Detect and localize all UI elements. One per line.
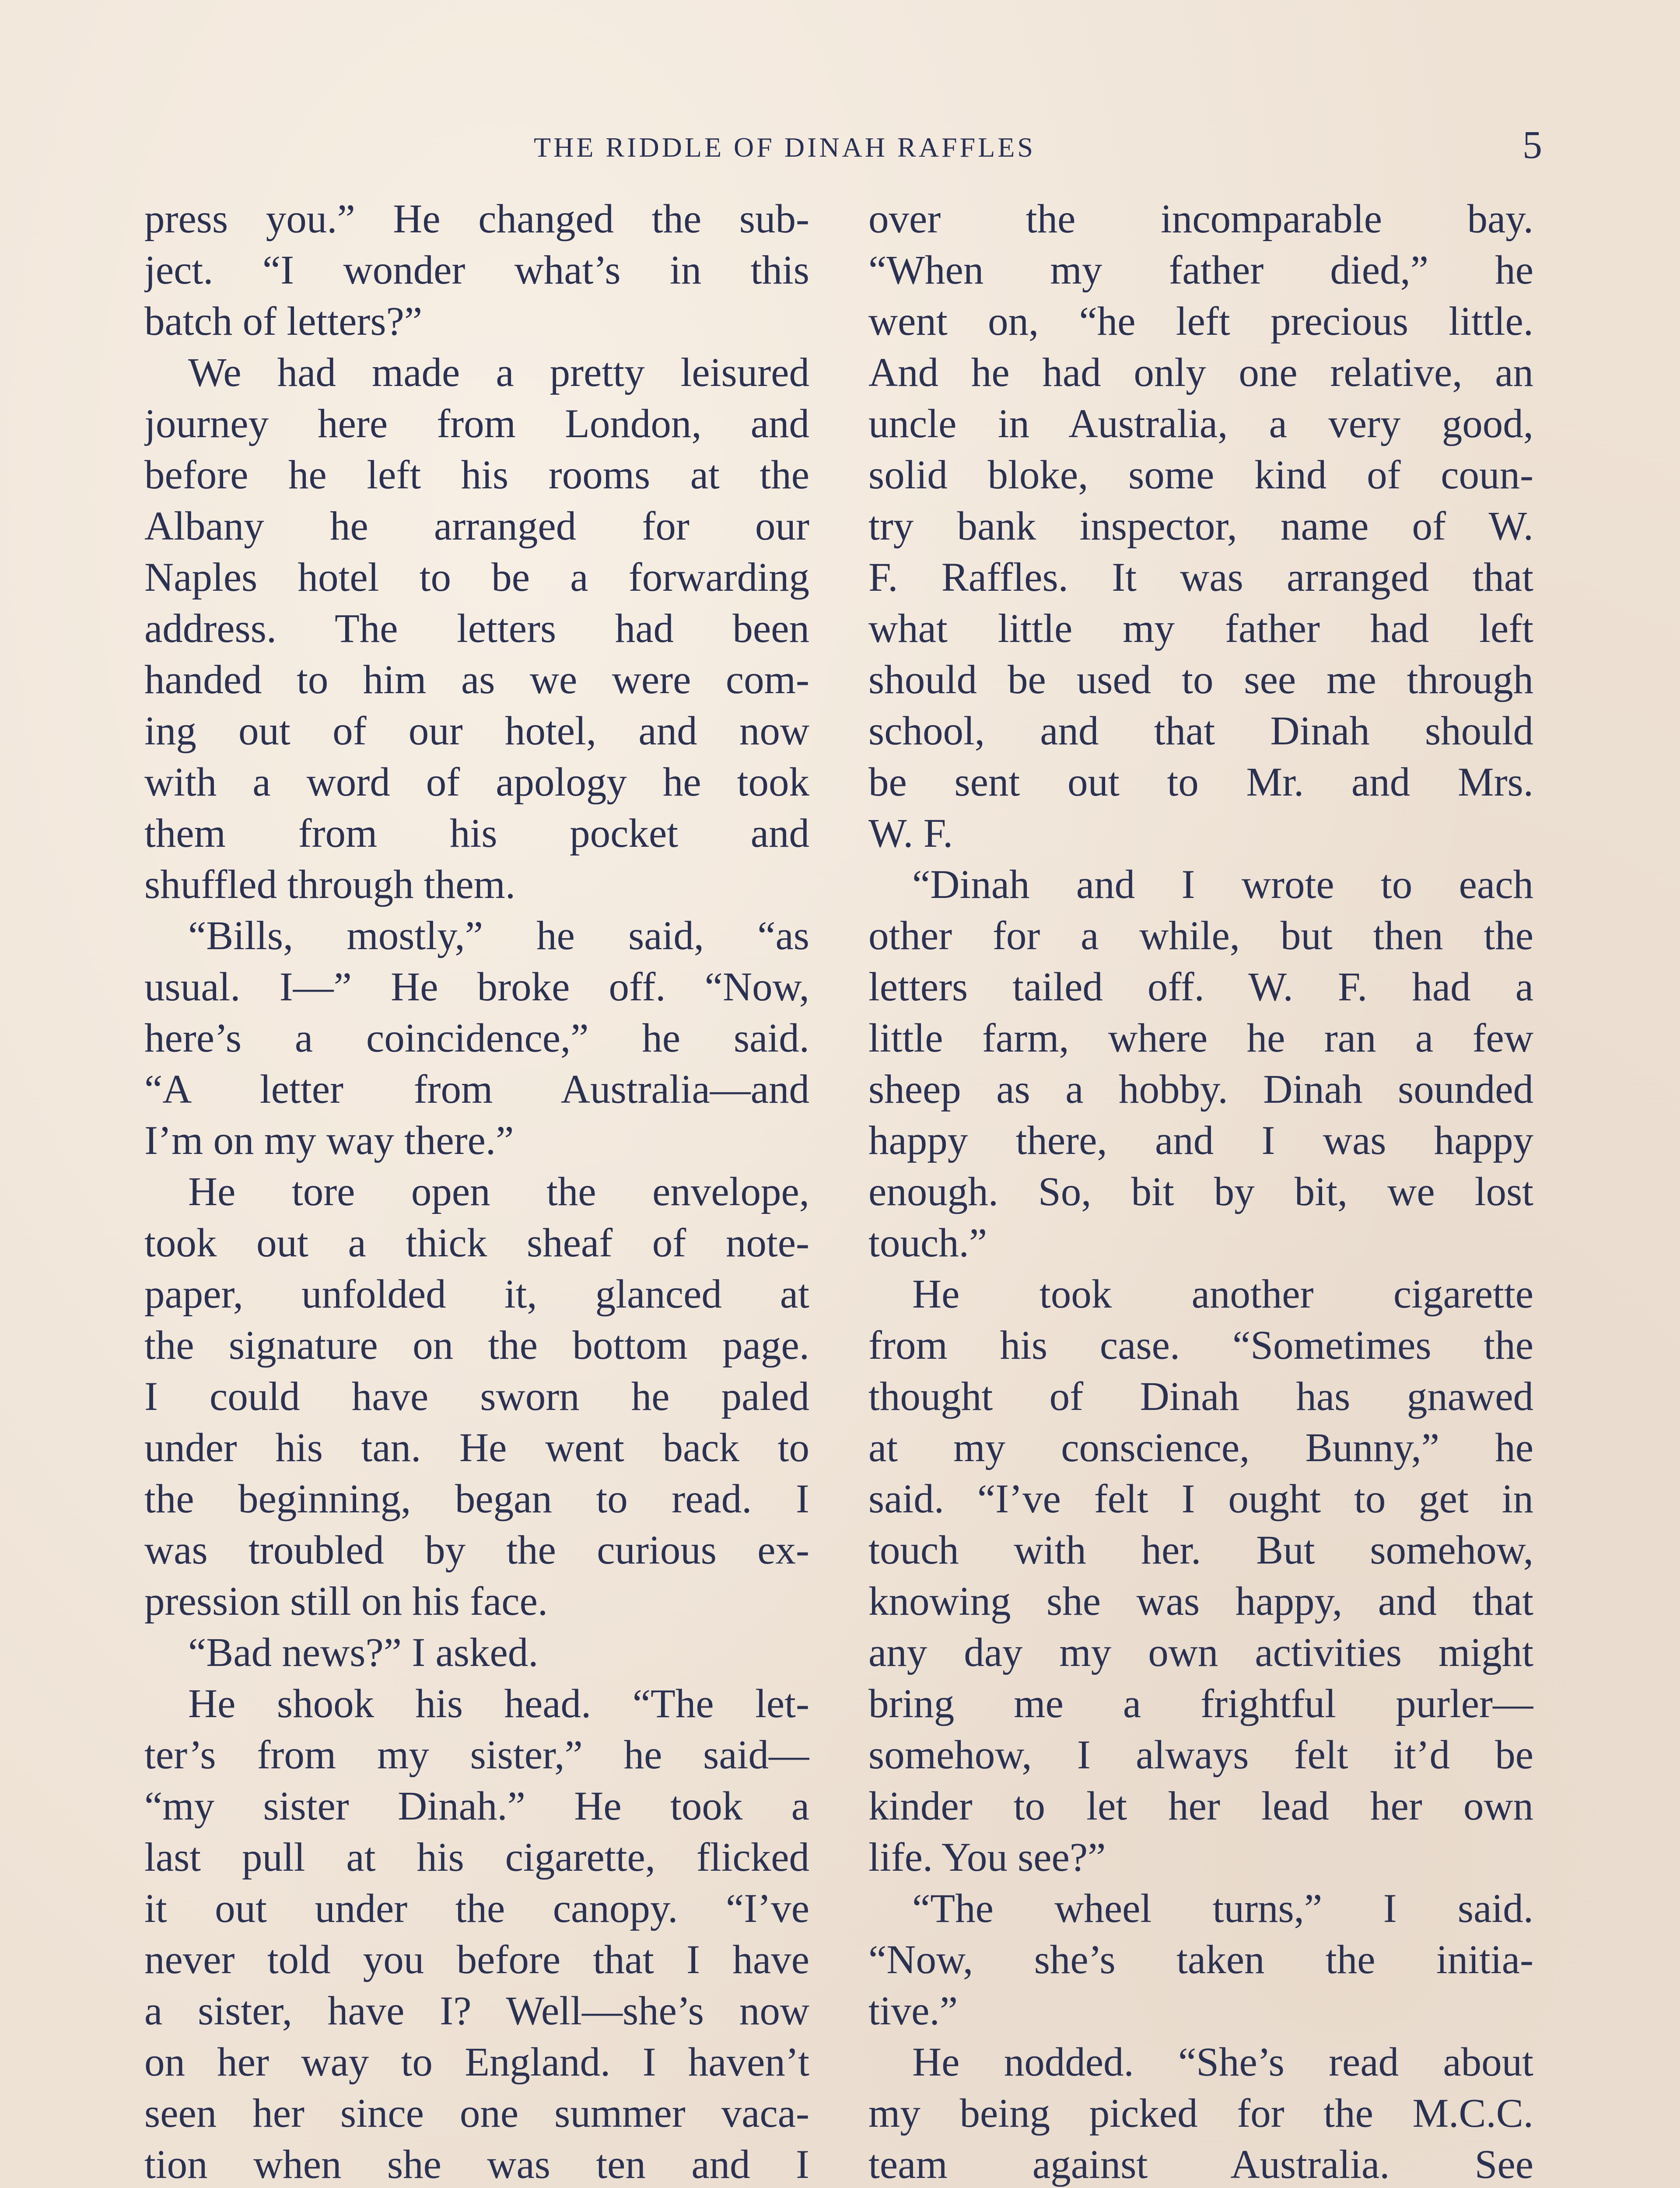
text-line: with a word of apology he took [144,760,809,805]
text-line: address. The letters had been [144,606,809,651]
text-line: them from his pocket and [144,811,809,856]
text-line: “A letter from Australia—and [144,1067,809,1112]
text-line: never told you before that I have [144,1937,809,1982]
text-line: should be used to see me through [868,657,1533,702]
text-line: I’m on my way there.” [144,1118,514,1163]
text-line: “my sister Dinah.” He took a [144,1784,809,1829]
text-line: kinder to let her lead her own [868,1784,1533,1829]
text-line: “Now, she’s taken the initia- [868,1937,1533,1982]
text-line: batch of letters?” [144,299,423,344]
text-line: was troubled by the curious ex- [144,1528,809,1573]
text-line: team against Australia. See [868,2142,1533,2187]
text-line: a sister, have I? Well—she’s now [144,1988,809,2034]
left-text-column [144,193,809,2188]
text-line: from his case. “Sometimes the [868,1323,1533,1368]
right-text-column [868,193,1533,2188]
text-line: went on, “he left precious little. [868,299,1533,344]
text-line: “Bills, mostly,” he said, “as [188,913,809,958]
text-line: usual. I—” He broke off. “Now, [144,964,809,1010]
text-line: touch.” [868,1220,987,1266]
text-line: on her way to England. I haven’t [144,2040,809,2085]
text-line: the beginning, began to read. I [144,1476,809,1522]
text-line: thought of Dinah has gnawed [868,1374,1533,1419]
text-line: And he had only one relative, an [868,350,1533,395]
text-line: my being picked for the M.C.C. [868,2091,1533,2136]
text-line: enough. So, bit by bit, we lost [868,1169,1533,1214]
text-line: journey here from London, and [144,401,809,446]
text-line: F. Raffles. It was arranged that [868,555,1533,600]
text-line: the signature on the bottom page. [144,1323,809,1368]
text-line: last pull at his cigarette, flicked [144,1835,809,1880]
text-line: uncle in Australia, a very good, [868,401,1533,446]
text-line: knowing she was happy, and that [868,1579,1533,1624]
text-line: letters tailed off. W. F. had a [868,964,1533,1010]
text-line: He shook his head. “The let- [188,1681,809,1726]
text-line: sheep as a hobby. Dinah sounded [868,1067,1533,1112]
text-line: over the incomparable bay. [868,196,1533,242]
text-line: He tore open the envelope, [188,1169,809,1214]
text-line: happy there, and I was happy [868,1118,1533,1163]
text-line: Albany he arranged for our [144,504,809,549]
text-line: touch with her. But somehow, [868,1528,1533,1573]
text-line: We had made a pretty leisured [188,350,809,395]
text-line: it out under the canopy. “I’ve [144,1886,809,1931]
text-line: pression still on his face. [144,1579,548,1624]
text-line: shuffled through them. [144,862,516,907]
text-line: life. You see?” [868,1835,1106,1880]
text-line: be sent out to Mr. and Mrs. [868,760,1533,805]
text-line: tive.” [868,1988,958,2034]
text-line: He took another cigarette [912,1272,1533,1317]
text-line: at my conscience, Bunny,” he [868,1425,1533,1470]
text-line: I could have sworn he paled [144,1374,809,1419]
text-line: W. F. [868,811,953,856]
text-line: seen her since one summer vaca- [144,2091,809,2136]
text-line: ing out of our hotel, and now [144,708,809,754]
text-line: any day my own activities might [868,1630,1533,1675]
text-line: before he left his rooms at the [144,452,809,498]
text-line: under his tan. He went back to [144,1425,809,1470]
text-line: here’s a coincidence,” he said. [144,1016,809,1061]
text-line: solid bloke, some kind of coun- [868,452,1533,498]
text-line: “The wheel turns,” I said. [912,1886,1533,1931]
text-line: school, and that Dinah should [868,708,1533,754]
text-line: try bank inspector, name of W. [868,504,1533,549]
text-line: other for a while, but then the [868,913,1533,958]
text-line: handed to him as we were com- [144,657,809,702]
text-line: somehow, I always felt it’d be [868,1732,1533,1778]
text-line: ter’s from my sister,” he said— [144,1732,809,1778]
text-line: said. “I’ve felt I ought to get in [868,1476,1533,1522]
text-line: press you.” He changed the sub- [144,196,809,242]
text-line: what little my father had left [868,606,1533,651]
text-line: He nodded. “She’s read about [912,2040,1533,2085]
text-line: ject. “I wonder what’s in this [144,248,809,293]
text-line: little farm, where he ran a few [868,1016,1533,1061]
text-line: “When my father died,” he [868,248,1533,293]
running-head: THE RIDDLE OF DINAH RAFFLES [534,132,1036,163]
text-line: paper, unfolded it, glanced at [144,1272,809,1317]
text-line: took out a thick sheaf of note- [144,1220,809,1266]
page-number: 5 [1522,123,1542,167]
text-line: “Dinah and I wrote to each [912,862,1533,907]
text-line: “Bad news?” I asked. [188,1630,539,1675]
text-line: Naples hotel to be a forwarding [144,555,809,600]
text-line: tion when she was ten and I [144,2142,809,2187]
text-line: bring me a frightful purler— [868,1681,1533,1726]
